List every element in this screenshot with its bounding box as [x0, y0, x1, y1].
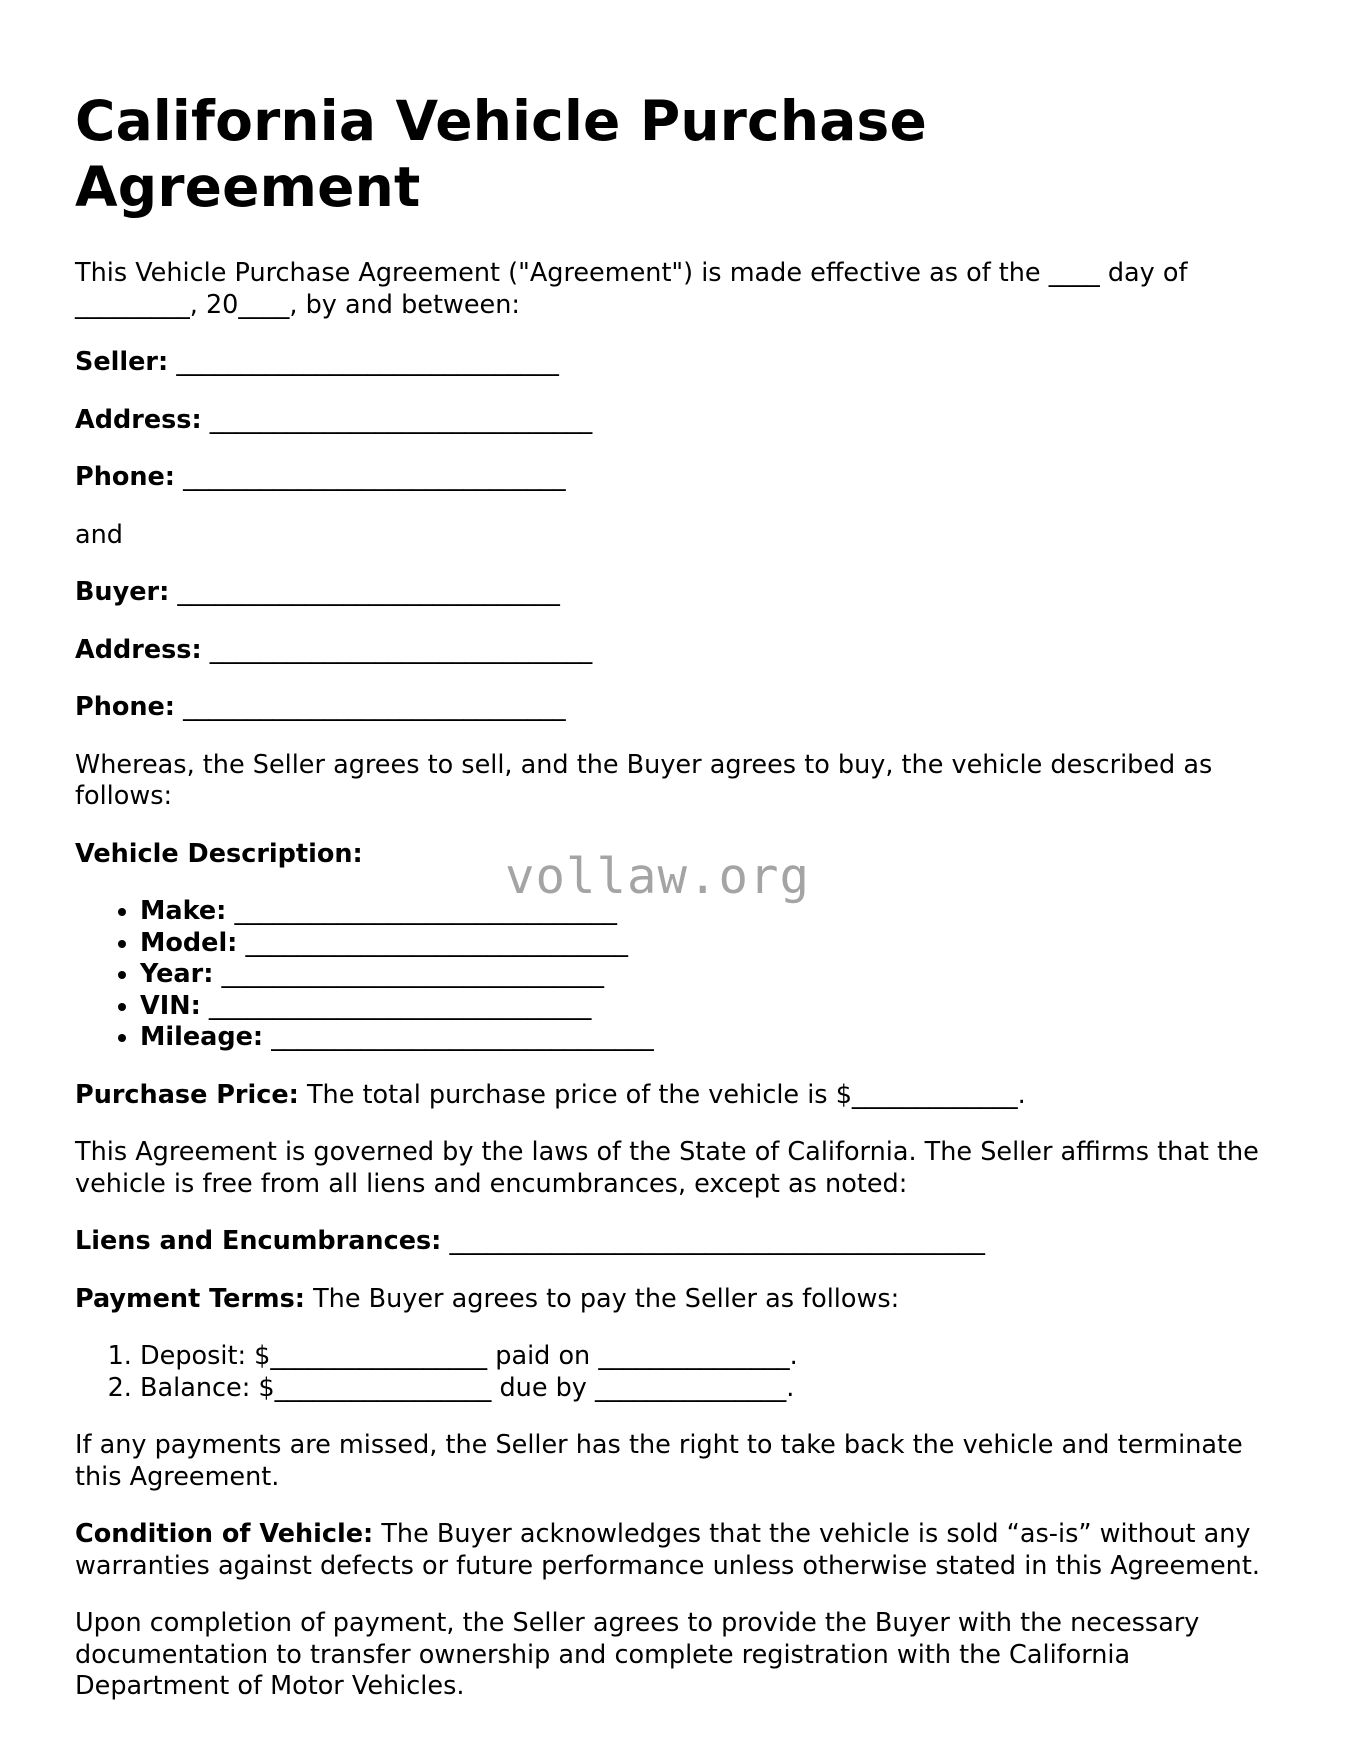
buyer-address-label: Address:	[75, 634, 202, 665]
seller-address-label: Address:	[75, 404, 202, 435]
buyer-address-line	[75, 635, 1275, 667]
missed-payments-paragraph: If any payments are missed, the Seller has the right to take back the vehicle and terminate this Agreement.	[75, 1430, 1243, 1492]
buyer-name-line	[75, 577, 1275, 609]
year-blank: ______________________________	[221, 959, 605, 989]
condition-paragraph	[75, 1519, 1275, 1582]
seller-address-blank: ______________________________	[209, 404, 593, 435]
list-item	[140, 928, 1275, 960]
seller-name-label: Seller:	[75, 347, 169, 377]
seller-phone-blank: ______________________________	[183, 462, 566, 492]
seller-name-blank: ______________________________	[176, 347, 559, 377]
seller-phone-line	[75, 462, 1275, 494]
make-blank: ______________________________	[234, 896, 617, 926]
list-item: 2. Balance: $_________________ due by _______________.	[140, 1373, 1275, 1405]
purchase-price-label: Purchase Price:	[75, 1079, 299, 1110]
seller-phone-label: Phone:	[75, 462, 176, 492]
buyer-name-label: Buyer:	[75, 577, 170, 607]
vehicle-details-list	[75, 896, 1275, 1054]
purchase-price-paragraph	[75, 1080, 1275, 1112]
liens-label: Liens and Encumbrances:	[75, 1226, 442, 1256]
payment-terms-paragraph	[75, 1284, 1275, 1316]
make-label: Make:	[140, 896, 227, 926]
completion-paragraph: Upon completion of payment, the Seller agrees to provide the Buyer with the necessary documentation to transfer ownership and complete registration with the California Department of Motor Vehicles.	[75, 1608, 1200, 1701]
list-item	[140, 959, 1275, 991]
document-page	[75, 88, 1275, 1729]
governing-law-paragraph: This Agreement is governed by the laws of the State of California. The Seller affirms that the vehicle is free from all liens and encumbrances, except as noted:	[75, 1137, 1259, 1199]
buyer-phone-line	[75, 692, 1275, 724]
whereas-paragraph: Whereas, the Seller agrees to sell, and the Buyer agrees to buy, the vehicle described as follows:	[75, 749, 1213, 811]
vehicle-description-label: Vehicle Description:	[75, 838, 363, 869]
mileage-label: Mileage:	[140, 1022, 264, 1052]
model-label: Model:	[140, 927, 238, 958]
intro-paragraph	[75, 258, 1275, 321]
payment-terms-text: The Buyer agrees to pay the Seller as follows:	[313, 1283, 900, 1314]
seller-name-line	[75, 347, 1275, 379]
intro-line-2: _________, 20____, by and between:	[75, 289, 520, 320]
seller-address-line	[75, 405, 1275, 437]
year-label: Year:	[140, 959, 214, 989]
liens-line	[75, 1226, 1275, 1258]
model-blank: ______________________________	[245, 927, 628, 958]
buyer-address-blank: ______________________________	[209, 634, 593, 665]
intro-line-1: This Vehicle Purchase Agreement ("Agreement") is made effective as of the ____ day of	[75, 258, 1188, 288]
payment-terms-list	[75, 1341, 1275, 1404]
condition-label: Condition of Vehicle:	[75, 1519, 374, 1549]
purchase-price-text: The total purchase price of the vehicle is $_____________.	[306, 1079, 1026, 1110]
list-item	[140, 1022, 1275, 1054]
mileage-blank: ______________________________	[271, 1022, 654, 1052]
buyer-name-blank: ______________________________	[177, 577, 560, 607]
condition-text: The Buyer acknowledges that the vehicle is sold “as-is” without any warranties against defects or future performance unless otherwise stated in this Agreement.	[75, 1519, 1260, 1581]
buyer-phone-label: Phone:	[75, 692, 176, 722]
list-item: 1. Deposit: $_________________ paid on _______________.	[140, 1341, 1275, 1373]
vin-label: VIN:	[140, 990, 201, 1021]
and-text: and	[75, 519, 123, 550]
liens-blank: __________________________________________	[449, 1226, 985, 1256]
watermark: vollaw.org	[505, 848, 811, 905]
payment-terms-label: Payment Terms:	[75, 1283, 305, 1314]
vin-blank: ______________________________	[208, 990, 592, 1021]
list-item	[140, 991, 1275, 1023]
buyer-phone-blank: ______________________________	[183, 692, 566, 722]
document-title: California Vehicle Purchase Agreement	[75, 89, 927, 219]
